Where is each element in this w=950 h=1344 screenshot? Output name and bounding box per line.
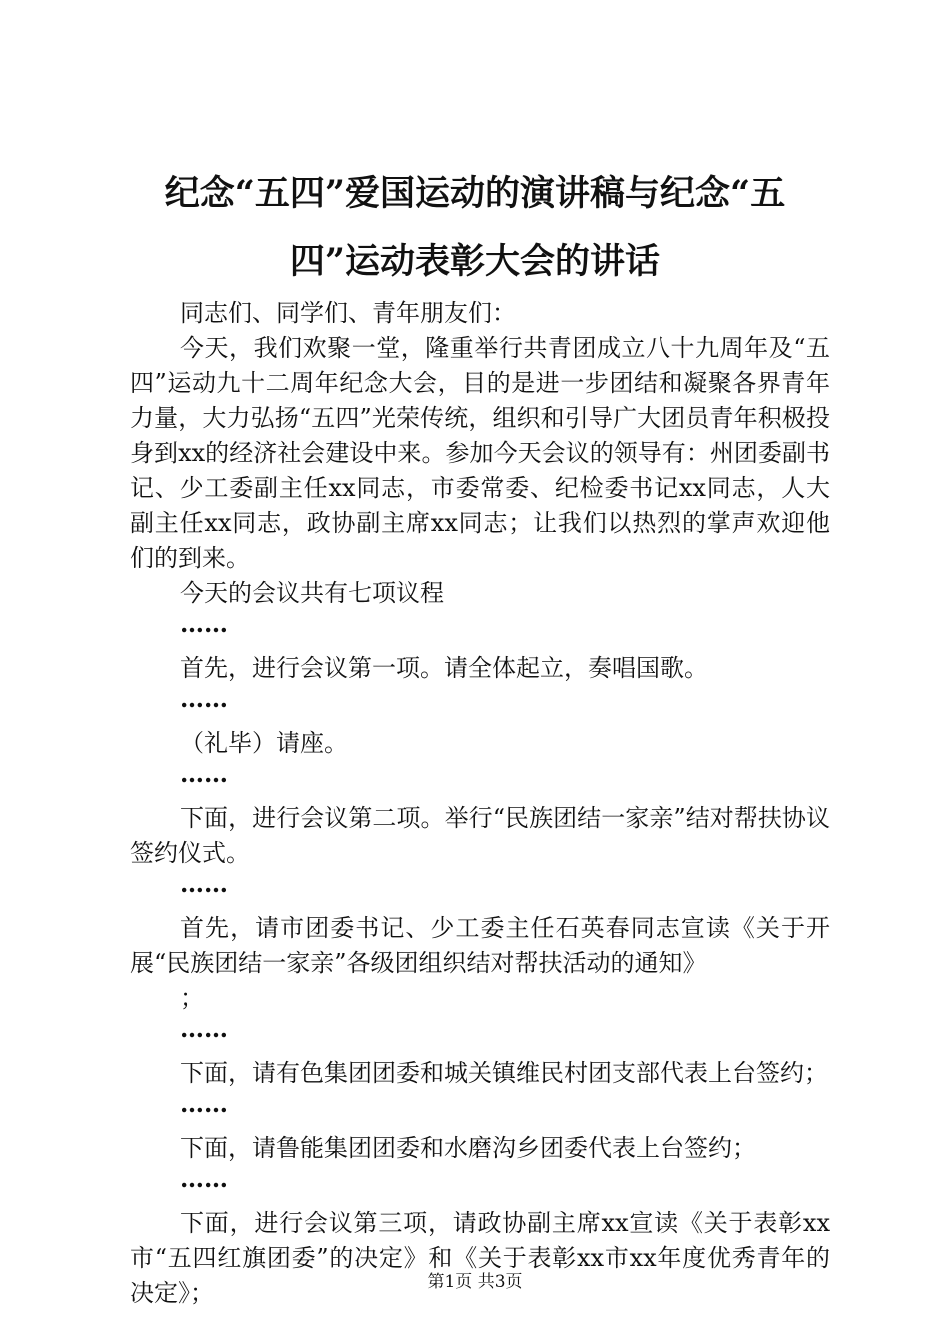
semicolon-line: ； bbox=[180, 984, 204, 1012]
agenda-item-2-signing-1: 下面，请有色集团团委和城关镇维民村团支部代表上台签约； bbox=[180, 1059, 828, 1087]
title-line-2: 四”运动表彰大会的讲话 bbox=[289, 241, 661, 282]
ellipsis: …… bbox=[180, 759, 228, 788]
ellipsis: …… bbox=[180, 609, 228, 638]
ellipsis: …… bbox=[180, 684, 228, 713]
opening-paragraph: 今天，我们欢聚一堂，隆重举行共青团成立八十九周年及“五四”运动九十二周年纪念大会，目的是进一步团结和凝聚各界青年力量，大力弘扬“五四”光荣传统，组织和引导广大团员青年积极投身到xx的经济社会建设中来。参加今天会议的领导有：州团委副书记、少工委副主任xx同志，市委常委、纪检委书记xx同志，人大副主任xx同志，政协副主席xx同志；让我们以热烈的掌声欢迎他们的到来。 bbox=[130, 334, 830, 572]
agenda-intro: 今天的会议共有七项议程 bbox=[180, 579, 444, 607]
page-number: 第1页 共3页 bbox=[427, 1272, 523, 1292]
ellipsis: …… bbox=[180, 1164, 228, 1193]
ellipsis: …… bbox=[180, 1014, 228, 1043]
agenda-item-3: 下面，进行会议第三项，请政协副主席xx宣读《关于表彰xx市“五四红旗团委”的决定》和《关于表彰xx市xx年度优秀青年的决定》； bbox=[130, 1209, 830, 1307]
ellipsis: …… bbox=[180, 1089, 228, 1118]
agenda-item-2: 下面，进行会议第二项。举行“民族团结一家亲”结对帮扶协议签约仪式。 bbox=[130, 804, 830, 867]
page-footer bbox=[0, 1272, 950, 1292]
title-line-1: 纪念“五四”爱国运动的演讲稿与纪念“五 bbox=[164, 173, 786, 214]
document-title bbox=[110, 160, 840, 296]
agenda-item-2-signing-2: 下面，请鲁能集团团委和水磨沟乡团委代表上台签约； bbox=[180, 1134, 756, 1162]
agenda-item-1: 首先，进行会议第一项。请全体起立，奏唱国歌。 bbox=[180, 654, 708, 682]
salutation: 同志们、同学们、青年朋友们： bbox=[180, 299, 516, 327]
document-body bbox=[130, 296, 830, 1311]
agenda-item-2-reading: 首先，请市团委书记、少工委主任石英春同志宣读《关于开展“民族团结一家亲”各级团组织结对帮扶活动的通知》 bbox=[130, 914, 830, 977]
agenda-item-1-end: （礼毕）请座。 bbox=[180, 729, 348, 757]
ellipsis: …… bbox=[180, 869, 228, 898]
